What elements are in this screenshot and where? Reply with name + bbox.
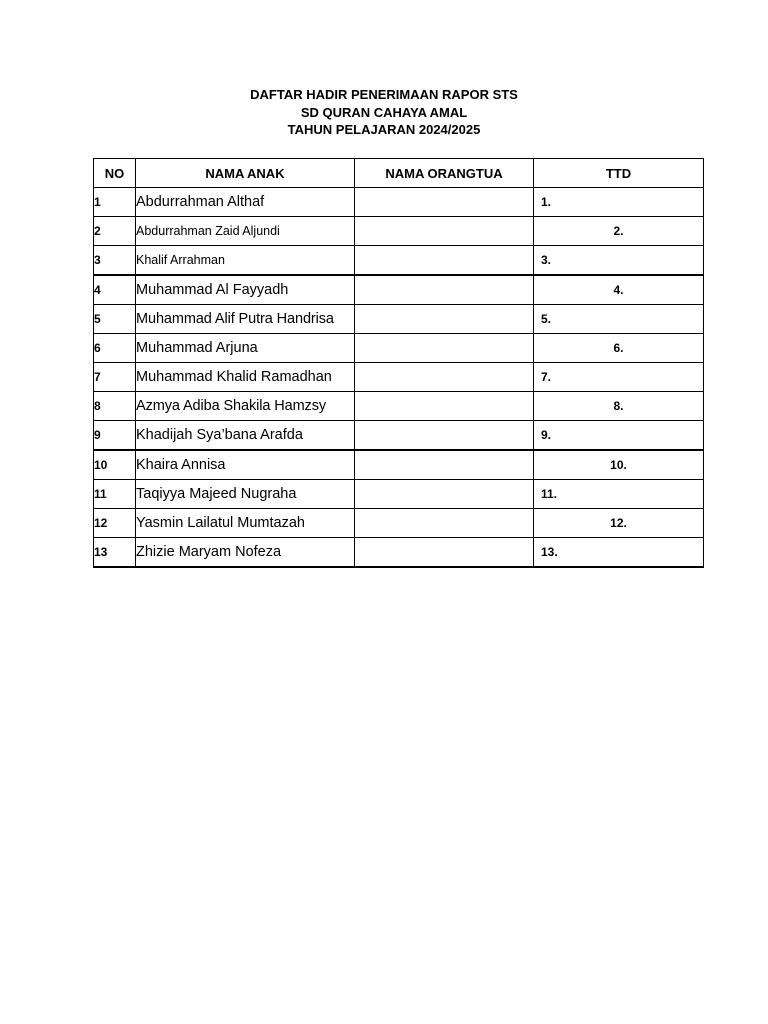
signature-field[interactable]: 13. [534, 538, 704, 568]
row-number: 4 [94, 275, 136, 305]
row-number: 2 [94, 217, 136, 246]
parent-name-field[interactable] [355, 538, 534, 568]
child-name: Khalif Arrahman [136, 246, 355, 276]
column-header-signature: TTD [534, 159, 704, 188]
child-name: Khaira Annisa [136, 450, 355, 480]
column-header-parent-name: NAMA ORANGTUA [355, 159, 534, 188]
title-line-2: SD QURAN CAHAYA AMAL [300, 104, 468, 120]
row-number: 10 [94, 450, 136, 480]
table-header-row [94, 159, 704, 188]
child-name: Khadijah Sya’bana Arafda [136, 421, 355, 451]
row-number: 9 [94, 421, 136, 451]
row-number: 8 [94, 392, 136, 421]
table-row [94, 246, 704, 276]
child-name: Zhizie Maryam Nofeza [136, 538, 355, 568]
document-title [0, 86, 768, 139]
child-name: Muhammad Arjuna [136, 334, 355, 363]
title-line-3: TAHUN PELAJARAN 2024/2025 [287, 122, 481, 137]
table-row [94, 538, 704, 568]
table-row [94, 509, 704, 538]
parent-name-field[interactable] [355, 275, 534, 305]
signature-field[interactable]: 8. [534, 392, 704, 421]
row-number: 11 [94, 480, 136, 509]
signature-field[interactable]: 1. [534, 188, 704, 217]
table-row [94, 392, 704, 421]
table-row [94, 305, 704, 334]
parent-name-field[interactable] [355, 421, 534, 451]
table-row [94, 421, 704, 451]
parent-name-field[interactable] [355, 363, 534, 392]
parent-name-field[interactable] [355, 246, 534, 276]
child-name: Muhammad Alif Putra Handrisa [136, 305, 355, 334]
parent-name-field[interactable] [355, 392, 534, 421]
table-row [94, 363, 704, 392]
row-number: 7 [94, 363, 136, 392]
signature-field[interactable]: 3. [534, 246, 704, 276]
signature-field[interactable]: 2. [534, 217, 704, 246]
parent-name-field[interactable] [355, 480, 534, 509]
child-name: Muhammad Al Fayyadh [136, 275, 355, 305]
attendance-table [93, 158, 704, 568]
row-number: 5 [94, 305, 136, 334]
signature-field[interactable]: 6. [534, 334, 704, 363]
signature-field[interactable]: 11. [534, 480, 704, 509]
column-header-no: NO [94, 159, 136, 188]
title-line-1: DAFTAR HADIR PENERIMAAN RAPOR STS [250, 87, 518, 102]
child-name: Yasmin Lailatul Mumtazah [136, 509, 355, 538]
parent-name-field[interactable] [355, 450, 534, 480]
table-row [94, 450, 704, 480]
parent-name-field[interactable] [355, 509, 534, 538]
child-name: Taqiyya Majeed Nugraha [136, 480, 355, 509]
signature-field[interactable]: 9. [534, 421, 704, 451]
table-row [94, 275, 704, 305]
row-number: 3 [94, 246, 136, 276]
signature-field[interactable]: 4. [534, 275, 704, 305]
parent-name-field[interactable] [355, 217, 534, 246]
row-number: 6 [94, 334, 136, 363]
child-name: Muhammad Khalid Ramadhan [136, 363, 355, 392]
parent-name-field[interactable] [355, 334, 534, 363]
table-row [94, 188, 704, 217]
signature-field[interactable]: 12. [534, 509, 704, 538]
child-name: Azmya Adiba Shakila Hamzsy [136, 392, 355, 421]
table-row [94, 334, 704, 363]
child-name: Abdurrahman Zaid Aljundi [136, 217, 355, 246]
child-name: Abdurrahman Althaf [136, 188, 355, 217]
row-number: 13 [94, 538, 136, 568]
table-row [94, 480, 704, 509]
parent-name-field[interactable] [355, 188, 534, 217]
table-row [94, 217, 704, 246]
row-number: 12 [94, 509, 136, 538]
parent-name-field[interactable] [355, 305, 534, 334]
column-header-child-name: NAMA ANAK [136, 159, 355, 188]
signature-field[interactable]: 7. [534, 363, 704, 392]
row-number: 1 [94, 188, 136, 217]
signature-field[interactable]: 10. [534, 450, 704, 480]
signature-field[interactable]: 5. [534, 305, 704, 334]
